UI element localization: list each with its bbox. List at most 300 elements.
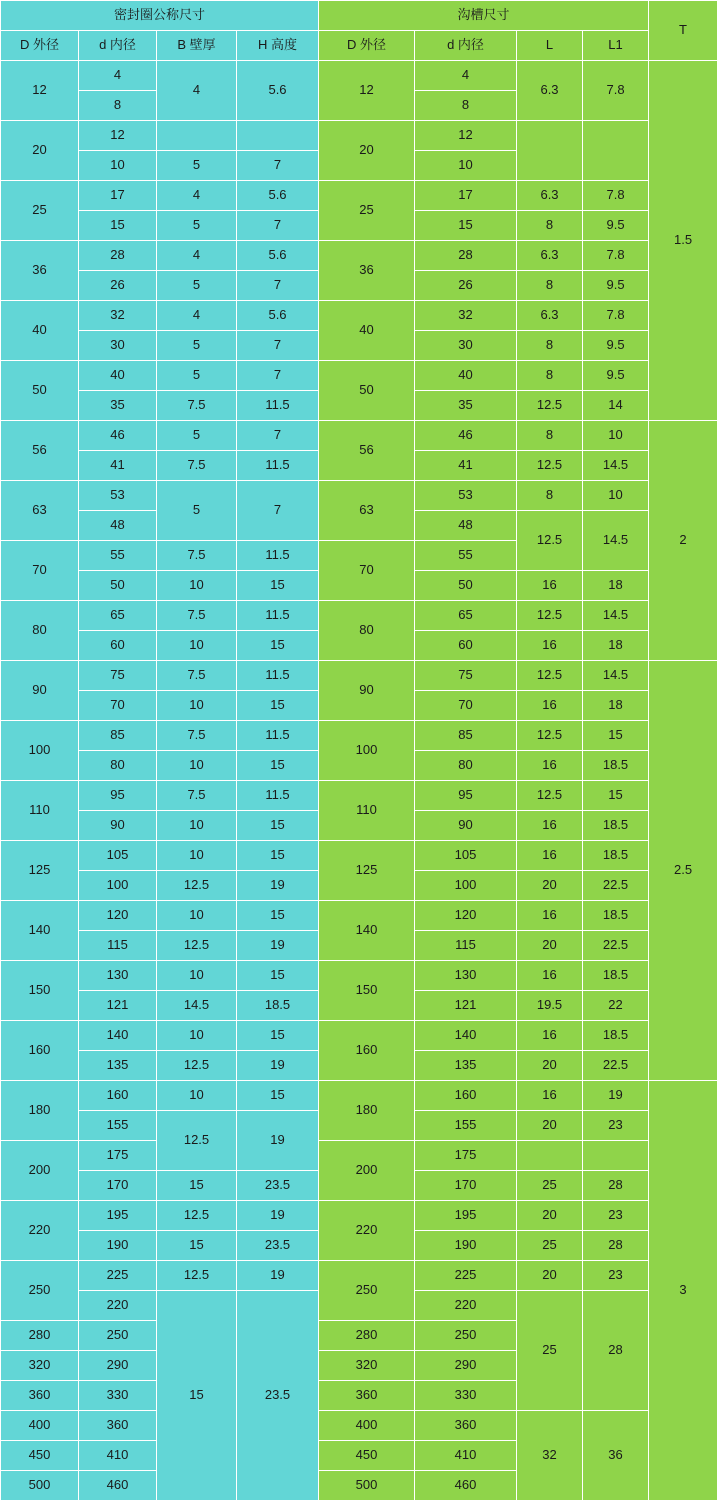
- cell-H: 19: [237, 1261, 319, 1291]
- cell-gd: 4: [415, 61, 517, 91]
- cell-d: 130: [79, 961, 157, 991]
- cell-B: 10: [157, 841, 237, 871]
- cell-B: 10: [157, 751, 237, 781]
- table-row: [1, 841, 718, 871]
- cell-d: 85: [79, 721, 157, 751]
- table-row: [1, 1261, 718, 1291]
- cell-L1: 23: [583, 1261, 649, 1291]
- table-row: [1, 661, 718, 691]
- cell-H: 15: [237, 691, 319, 721]
- cell-gD: 12: [319, 61, 415, 121]
- cell-B: 5: [157, 481, 237, 541]
- cell-d: 8: [79, 91, 157, 121]
- table-row: [1, 421, 718, 451]
- cell-L: 20: [517, 931, 583, 961]
- cell-gd: 100: [415, 871, 517, 901]
- cell-L: 6.3: [517, 61, 583, 121]
- column-header-4: D 外径: [319, 31, 415, 61]
- cell-gd: 460: [415, 1471, 517, 1501]
- cell-d: 220: [79, 1291, 157, 1321]
- cell-d: 460: [79, 1471, 157, 1501]
- group-header-1: 沟槽尺寸: [319, 1, 649, 31]
- cell-L1: [583, 1141, 649, 1171]
- cell-L: 20: [517, 1111, 583, 1141]
- cell-L: 25: [517, 1231, 583, 1261]
- cell-gd: 135: [415, 1051, 517, 1081]
- cell-L1: 18.5: [583, 841, 649, 871]
- cell-gd: 28: [415, 241, 517, 271]
- cell-gd: 225: [415, 1261, 517, 1291]
- cell-H: 11.5: [237, 451, 319, 481]
- cell-gd: 170: [415, 1171, 517, 1201]
- table-row: [1, 1201, 718, 1231]
- cell-L1: 22: [583, 991, 649, 1021]
- cell-d: 46: [79, 421, 157, 451]
- column-header-7: L1: [583, 31, 649, 61]
- cell-D: 50: [1, 361, 79, 421]
- cell-d: 105: [79, 841, 157, 871]
- cell-L: 12.5: [517, 781, 583, 811]
- cell-L1: 9.5: [583, 361, 649, 391]
- cell-B: 5: [157, 151, 237, 181]
- cell-L: 20: [517, 1051, 583, 1081]
- cell-D: 450: [1, 1441, 79, 1471]
- cell-gd: 32: [415, 301, 517, 331]
- cell-H: 11.5: [237, 391, 319, 421]
- cell-L: 16: [517, 811, 583, 841]
- cell-gD: 150: [319, 961, 415, 1021]
- cell-gd: 160: [415, 1081, 517, 1111]
- cell-D: 125: [1, 841, 79, 901]
- cell-gd: 130: [415, 961, 517, 991]
- cell-gd: 8: [415, 91, 517, 121]
- cell-L1: 28: [583, 1231, 649, 1261]
- cell-B: 15: [157, 1171, 237, 1201]
- cell-gd: 220: [415, 1291, 517, 1321]
- cell-d: 135: [79, 1051, 157, 1081]
- cell-gD: 25: [319, 181, 415, 241]
- cell-H: 15: [237, 841, 319, 871]
- cell-H: 15: [237, 751, 319, 781]
- cell-B: 7.5: [157, 721, 237, 751]
- cell-gD: 360: [319, 1381, 415, 1411]
- cell-B: 10: [157, 901, 237, 931]
- cell-L1: 18.5: [583, 961, 649, 991]
- cell-H: 23.5: [237, 1231, 319, 1261]
- cell-B: 7.5: [157, 661, 237, 691]
- cell-B: [157, 121, 237, 151]
- cell-L: 12.5: [517, 601, 583, 631]
- cell-d: 53: [79, 481, 157, 511]
- cell-D: 80: [1, 601, 79, 661]
- table-row: [1, 601, 718, 631]
- table-row: [1, 1021, 718, 1051]
- column-header-6: L: [517, 31, 583, 61]
- table-row: [1, 1081, 718, 1111]
- table-row: [1, 121, 718, 151]
- cell-d: 55: [79, 541, 157, 571]
- cell-B: 14.5: [157, 991, 237, 1021]
- column-header-3: H 高度: [237, 31, 319, 61]
- cell-H: 15: [237, 1021, 319, 1051]
- cell-H: 19: [237, 1201, 319, 1231]
- cell-T: 2.5: [649, 661, 718, 1081]
- cell-gd: 105: [415, 841, 517, 871]
- group-header-2: T: [649, 1, 718, 61]
- cell-D: 100: [1, 721, 79, 781]
- column-header-1: d 内径: [79, 31, 157, 61]
- cell-L1: 18.5: [583, 1021, 649, 1051]
- cell-L1: 22.5: [583, 931, 649, 961]
- cell-gD: 110: [319, 781, 415, 841]
- cell-gd: 330: [415, 1381, 517, 1411]
- cell-H: 15: [237, 811, 319, 841]
- cell-B: 4: [157, 241, 237, 271]
- cell-gd: 35: [415, 391, 517, 421]
- cell-gd: 41: [415, 451, 517, 481]
- cell-B: 10: [157, 961, 237, 991]
- cell-d: 65: [79, 601, 157, 631]
- cell-H: 7: [237, 331, 319, 361]
- cell-D: 320: [1, 1351, 79, 1381]
- table-row: [1, 961, 718, 991]
- cell-L: 16: [517, 751, 583, 781]
- cell-gd: 26: [415, 271, 517, 301]
- cell-gD: 500: [319, 1471, 415, 1501]
- cell-gD: 400: [319, 1411, 415, 1441]
- cell-B: 7.5: [157, 541, 237, 571]
- cell-d: 290: [79, 1351, 157, 1381]
- cell-d: 32: [79, 301, 157, 331]
- cell-d: 50: [79, 571, 157, 601]
- cell-L: 20: [517, 1261, 583, 1291]
- cell-B: 4: [157, 181, 237, 211]
- cell-L: 8: [517, 421, 583, 451]
- cell-D: 500: [1, 1471, 79, 1501]
- cell-B: 15: [157, 1291, 237, 1501]
- cell-D: 36: [1, 241, 79, 301]
- cell-L1: 18: [583, 691, 649, 721]
- cell-gd: 40: [415, 361, 517, 391]
- cell-L: 6.3: [517, 241, 583, 271]
- cell-B: 7.5: [157, 391, 237, 421]
- cell-B: 5: [157, 271, 237, 301]
- cell-gd: 12: [415, 121, 517, 151]
- cell-B: 7.5: [157, 601, 237, 631]
- cell-H: 7: [237, 421, 319, 451]
- group-header-row: [1, 1, 718, 31]
- cell-D: 140: [1, 901, 79, 961]
- cell-L: 16: [517, 841, 583, 871]
- cell-L: 12.5: [517, 511, 583, 571]
- cell-L1: 36: [583, 1411, 649, 1501]
- cell-L: 8: [517, 361, 583, 391]
- cell-L: 19.5: [517, 991, 583, 1021]
- cell-gd: 140: [415, 1021, 517, 1051]
- cell-gd: 50: [415, 571, 517, 601]
- column-header-0: D 外径: [1, 31, 79, 61]
- cell-d: 40: [79, 361, 157, 391]
- cell-d: 100: [79, 871, 157, 901]
- cell-gd: 53: [415, 481, 517, 511]
- table-row: [1, 781, 718, 811]
- cell-L1: 9.5: [583, 211, 649, 241]
- cell-B: 12.5: [157, 1201, 237, 1231]
- cell-d: 190: [79, 1231, 157, 1261]
- cell-D: 250: [1, 1261, 79, 1321]
- table-body: [1, 61, 718, 1501]
- cell-B: 4: [157, 301, 237, 331]
- cell-d: 4: [79, 61, 157, 91]
- cell-gd: 250: [415, 1321, 517, 1351]
- cell-d: 75: [79, 661, 157, 691]
- cell-L: [517, 121, 583, 181]
- cell-H: 11.5: [237, 541, 319, 571]
- cell-D: 40: [1, 301, 79, 361]
- cell-d: 30: [79, 331, 157, 361]
- cell-L: 6.3: [517, 301, 583, 331]
- group-header-0: 密封圈公称尺寸: [1, 1, 319, 31]
- cell-B: 10: [157, 631, 237, 661]
- cell-L: 8: [517, 331, 583, 361]
- cell-L: 12.5: [517, 391, 583, 421]
- table-row: [1, 721, 718, 751]
- cell-L: 16: [517, 961, 583, 991]
- cell-L: 8: [517, 481, 583, 511]
- cell-L1: 15: [583, 721, 649, 751]
- cell-gD: 140: [319, 901, 415, 961]
- cell-D: 25: [1, 181, 79, 241]
- cell-d: 60: [79, 631, 157, 661]
- cell-D: 20: [1, 121, 79, 181]
- cell-gD: 70: [319, 541, 415, 601]
- cell-B: 12.5: [157, 1111, 237, 1171]
- cell-gd: 46: [415, 421, 517, 451]
- cell-gd: 15: [415, 211, 517, 241]
- cell-H: 19: [237, 931, 319, 961]
- cell-L1: 18.5: [583, 901, 649, 931]
- cell-d: 170: [79, 1171, 157, 1201]
- cell-L1: 7.8: [583, 301, 649, 331]
- cell-B: 10: [157, 1081, 237, 1111]
- cell-H: 23.5: [237, 1171, 319, 1201]
- cell-H: 15: [237, 1081, 319, 1111]
- cell-H: 19: [237, 871, 319, 901]
- cell-d: 155: [79, 1111, 157, 1141]
- table-row: [1, 361, 718, 391]
- cell-H: 11.5: [237, 661, 319, 691]
- cell-gd: 115: [415, 931, 517, 961]
- column-header-2: B 壁厚: [157, 31, 237, 61]
- cell-D: 220: [1, 1201, 79, 1261]
- cell-D: 200: [1, 1141, 79, 1201]
- cell-L1: 14.5: [583, 601, 649, 631]
- cell-H: 5.6: [237, 241, 319, 271]
- cell-D: 180: [1, 1081, 79, 1141]
- cell-B: 12.5: [157, 1261, 237, 1291]
- cell-d: 90: [79, 811, 157, 841]
- cell-gd: 195: [415, 1201, 517, 1231]
- cell-H: 7: [237, 361, 319, 391]
- cell-B: 12.5: [157, 871, 237, 901]
- cell-H: 7: [237, 151, 319, 181]
- cell-gd: 90: [415, 811, 517, 841]
- cell-d: 121: [79, 991, 157, 1021]
- cell-L1: 14.5: [583, 451, 649, 481]
- cell-d: 175: [79, 1141, 157, 1171]
- cell-d: 195: [79, 1201, 157, 1231]
- cell-d: 225: [79, 1261, 157, 1291]
- cell-d: 120: [79, 901, 157, 931]
- cell-gD: 220: [319, 1201, 415, 1261]
- cell-d: 17: [79, 181, 157, 211]
- cell-D: 56: [1, 421, 79, 481]
- cell-gD: 200: [319, 1141, 415, 1201]
- cell-d: 26: [79, 271, 157, 301]
- cell-L1: 15: [583, 781, 649, 811]
- cell-H: 19: [237, 1111, 319, 1171]
- cell-gD: 80: [319, 601, 415, 661]
- cell-D: 150: [1, 961, 79, 1021]
- cell-H: 11.5: [237, 601, 319, 631]
- cell-gd: 65: [415, 601, 517, 631]
- cell-L1: [583, 121, 649, 181]
- table-head: [1, 1, 718, 61]
- cell-L: 8: [517, 271, 583, 301]
- cell-gD: 450: [319, 1441, 415, 1471]
- cell-gd: 75: [415, 661, 517, 691]
- cell-gD: 56: [319, 421, 415, 481]
- cell-d: 80: [79, 751, 157, 781]
- cell-L: 25: [517, 1171, 583, 1201]
- cell-B: 5: [157, 211, 237, 241]
- table-row: [1, 1411, 718, 1441]
- cell-H: 23.5: [237, 1291, 319, 1501]
- cell-L1: 28: [583, 1291, 649, 1411]
- cell-L: 6.3: [517, 181, 583, 211]
- cell-gd: 70: [415, 691, 517, 721]
- cell-gD: 100: [319, 721, 415, 781]
- cell-gD: 90: [319, 661, 415, 721]
- cell-gd: 95: [415, 781, 517, 811]
- cell-L1: 23: [583, 1201, 649, 1231]
- cell-H: 7: [237, 271, 319, 301]
- cell-B: 5: [157, 361, 237, 391]
- cell-L1: 14: [583, 391, 649, 421]
- cell-d: 160: [79, 1081, 157, 1111]
- cell-H: 7: [237, 481, 319, 541]
- cell-d: 48: [79, 511, 157, 541]
- cell-L: 16: [517, 1081, 583, 1111]
- cell-L: 12.5: [517, 661, 583, 691]
- cell-L: 16: [517, 571, 583, 601]
- cell-D: 360: [1, 1381, 79, 1411]
- cell-L1: 14.5: [583, 511, 649, 571]
- cell-D: 400: [1, 1411, 79, 1441]
- cell-B: 5: [157, 331, 237, 361]
- cell-L1: 14.5: [583, 661, 649, 691]
- cell-gd: 10: [415, 151, 517, 181]
- cell-d: 250: [79, 1321, 157, 1351]
- cell-gd: 155: [415, 1111, 517, 1141]
- cell-d: 41: [79, 451, 157, 481]
- cell-gD: 125: [319, 841, 415, 901]
- cell-T: 2: [649, 421, 718, 661]
- cell-L1: 18: [583, 631, 649, 661]
- cell-gD: 20: [319, 121, 415, 181]
- cell-gd: 48: [415, 511, 517, 541]
- cell-L: 12.5: [517, 451, 583, 481]
- cell-gD: 40: [319, 301, 415, 361]
- cell-L1: 23: [583, 1111, 649, 1141]
- cell-B: 10: [157, 571, 237, 601]
- cell-B: 4: [157, 61, 237, 121]
- cell-B: 7.5: [157, 781, 237, 811]
- cell-gD: 160: [319, 1021, 415, 1081]
- cell-L: 32: [517, 1411, 583, 1501]
- cell-L: 16: [517, 631, 583, 661]
- cell-D: 160: [1, 1021, 79, 1081]
- cell-H: 5.6: [237, 181, 319, 211]
- cell-H: 15: [237, 901, 319, 931]
- cell-d: 70: [79, 691, 157, 721]
- cell-L1: 22.5: [583, 1051, 649, 1081]
- cell-gD: 36: [319, 241, 415, 301]
- cell-L1: 7.8: [583, 181, 649, 211]
- cell-H: 11.5: [237, 781, 319, 811]
- cell-L: 16: [517, 1021, 583, 1051]
- cell-gd: 85: [415, 721, 517, 751]
- cell-L1: 10: [583, 421, 649, 451]
- cell-gd: 60: [415, 631, 517, 661]
- cell-B: 5: [157, 421, 237, 451]
- cell-L1: 18.5: [583, 751, 649, 781]
- cell-B: 7.5: [157, 451, 237, 481]
- table-row: [1, 241, 718, 271]
- cell-d: 140: [79, 1021, 157, 1051]
- cell-H: 5.6: [237, 301, 319, 331]
- cell-gd: 120: [415, 901, 517, 931]
- cell-d: 15: [79, 211, 157, 241]
- cell-gd: 190: [415, 1231, 517, 1261]
- cell-gD: 180: [319, 1081, 415, 1141]
- table-row: [1, 1141, 718, 1171]
- cell-L1: 10: [583, 481, 649, 511]
- cell-d: 95: [79, 781, 157, 811]
- cell-d: 115: [79, 931, 157, 961]
- cell-H: 15: [237, 631, 319, 661]
- table-row: [1, 481, 718, 511]
- cell-gd: 121: [415, 991, 517, 1021]
- cell-L: 16: [517, 901, 583, 931]
- cell-L: 20: [517, 1201, 583, 1231]
- cell-d: 28: [79, 241, 157, 271]
- cell-L1: 18: [583, 571, 649, 601]
- cell-L1: 7.8: [583, 61, 649, 121]
- cell-gd: 80: [415, 751, 517, 781]
- cell-L: 12.5: [517, 721, 583, 751]
- table-row: [1, 181, 718, 211]
- cell-L: [517, 1141, 583, 1171]
- cell-T: 3: [649, 1081, 718, 1501]
- cell-H: 18.5: [237, 991, 319, 1021]
- cell-H: 15: [237, 961, 319, 991]
- cell-B: 10: [157, 691, 237, 721]
- cell-H: 15: [237, 571, 319, 601]
- cell-d: 12: [79, 121, 157, 151]
- cell-L1: 22.5: [583, 871, 649, 901]
- cell-d: 360: [79, 1411, 157, 1441]
